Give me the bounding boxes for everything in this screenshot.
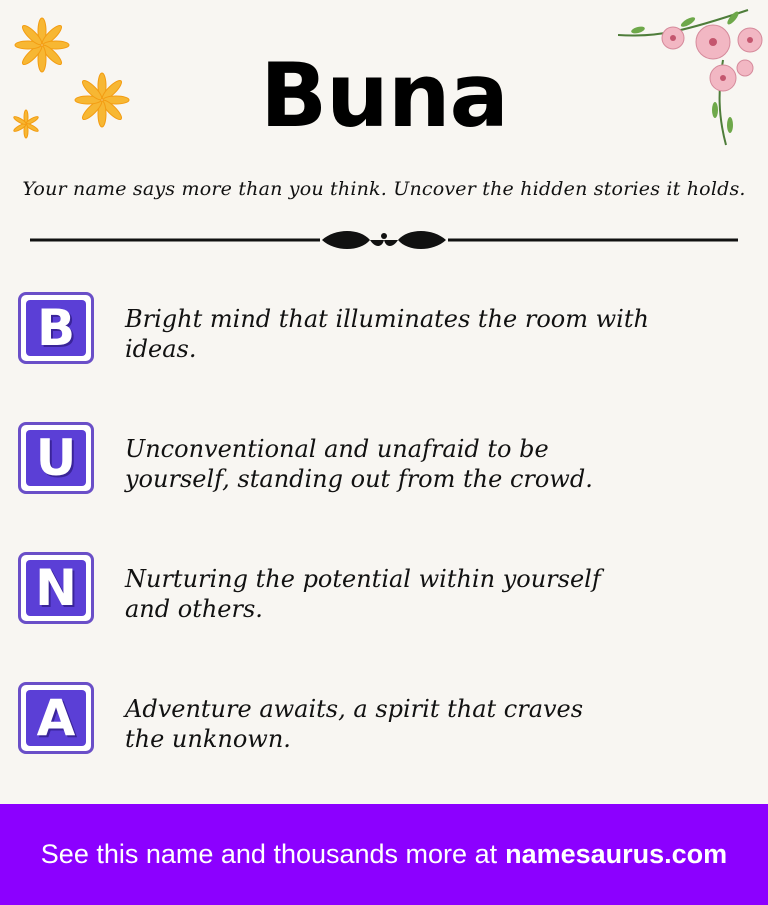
letter-tile	[18, 682, 94, 754]
acrostic-line: Nurturing the potential within yourself and others.	[125, 565, 601, 623]
ornamental-divider-icon	[30, 226, 738, 256]
letter-tile	[18, 422, 94, 494]
page-title: Buna	[260, 44, 508, 147]
site-link[interactable]: namesaurus.com	[505, 839, 728, 869]
footer-banner	[0, 804, 768, 905]
acrostic-row	[18, 552, 738, 632]
letter-tile	[18, 292, 94, 364]
acrostic-row	[18, 292, 738, 372]
footer-text: See this name and thousands more at	[40, 839, 498, 869]
acrostic-line: Adventure awaits, a spirit that craves the unknown.	[125, 695, 584, 753]
letter-tile-glyph: A	[26, 690, 86, 746]
letter-tile	[18, 552, 94, 624]
acrostic-row	[18, 682, 738, 762]
letter-tile-glyph: U	[26, 430, 86, 486]
letter-tile-glyph: N	[26, 560, 86, 616]
acrostic-line: Unconventional and unafraid to be yourself, standing out from the crowd.	[125, 435, 593, 493]
acrostic-line: Bright mind that illuminates the room with ideas.	[125, 305, 649, 363]
letter-tile-glyph: B	[26, 300, 86, 356]
tagline: Your name says more than you think. Uncover the hidden stories it holds.	[22, 178, 746, 200]
acrostic-row	[18, 422, 738, 502]
